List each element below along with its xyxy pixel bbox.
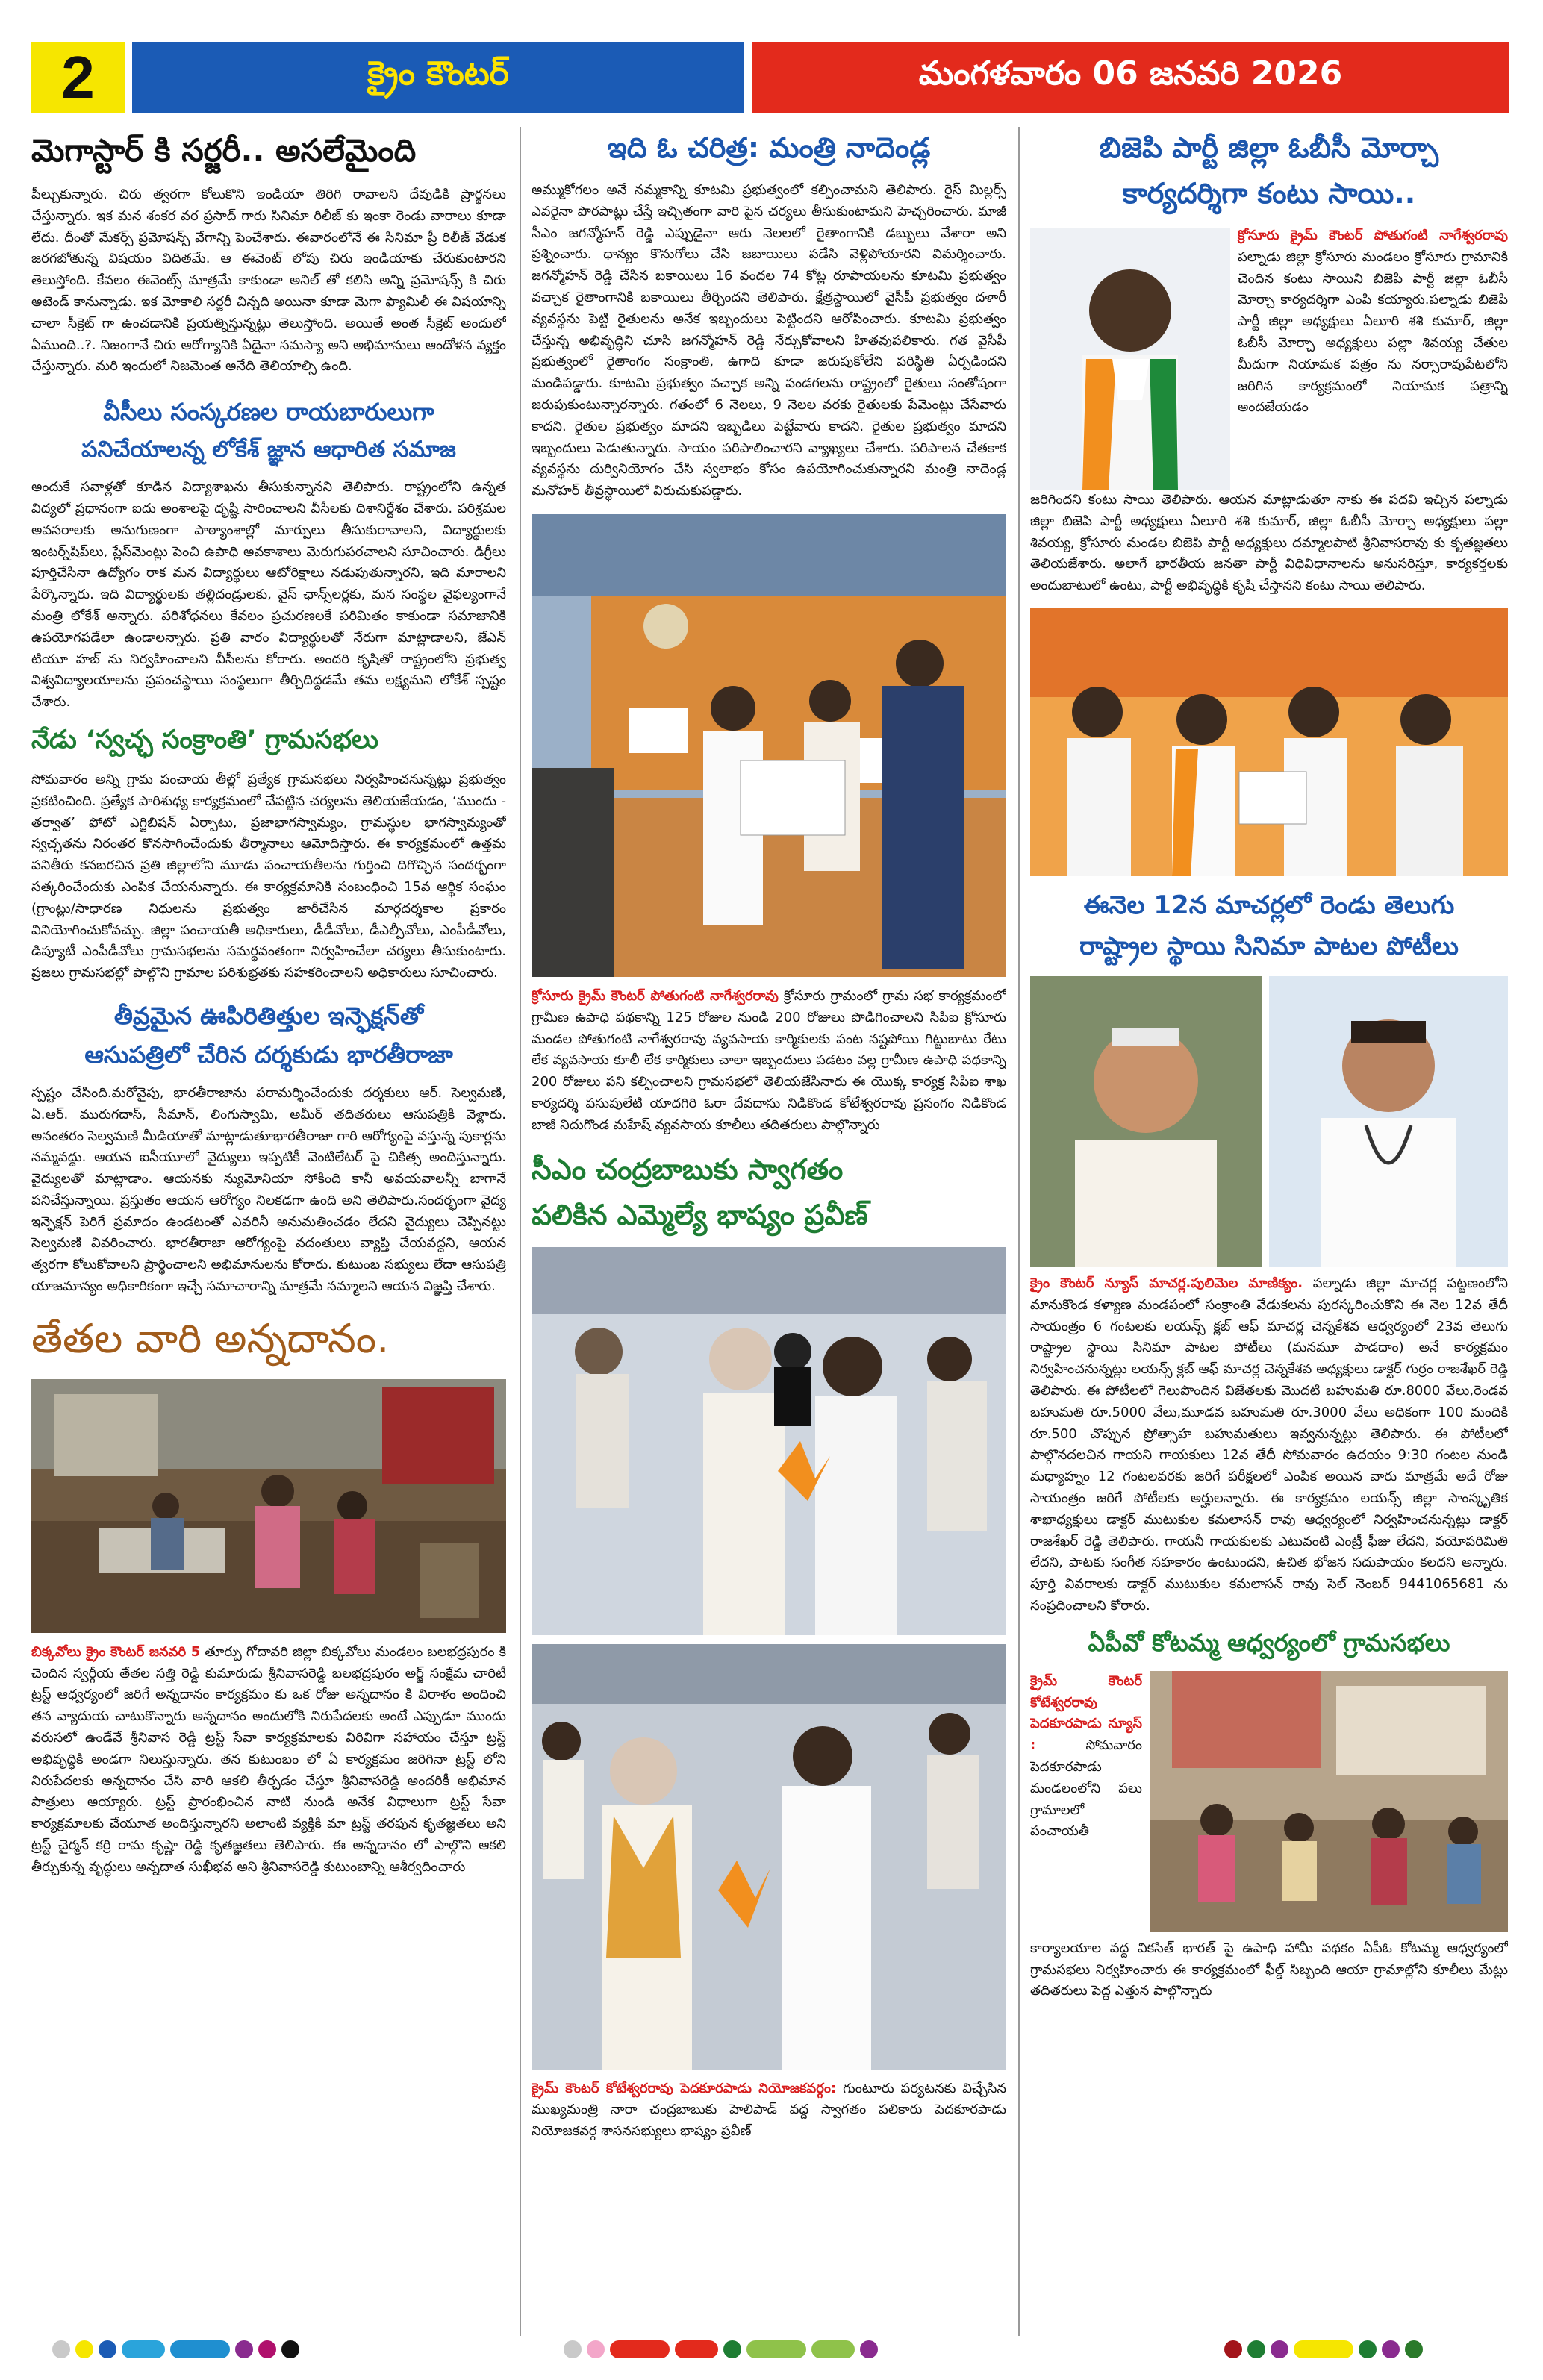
bjp-group-photo xyxy=(1030,608,1508,876)
headline: పలికిన ఎమ్మెల్యే భాష్యం ప్రవీణ్ xyxy=(532,1198,868,1231)
article-body: జరిగిందని కంటు సాయి తెలిపారు. ఆయన మాట్లాడుతూ నాకు ఈ పదవి ఇచ్చిన పల్నాడు జిల్లా బిజెపి పార్టీ అధ్యక్షులు ఏలూరి శశి కుమార్, జిల్లా ఓబీసీ మోర్చా అధ్యక్షులు పల్లా శివయ్య, క్రోసూరు మండల బిజెపి పార్టీ అధ్యక్షులు దమ్మాలపాటి శ్రీనివాసరావు కు కృతజ్ఞతలు తెలియజేశారు. అలాగే భారతీయ జనతా పార్టీ విధివిధానాలను అనుసరిస్తూ, కార్యకర్తలకు అందుబాటులో ఉంటు, పార్టీ అభివృద్ధికి కృషి చేస్తానని కంటు సాయి తెలిపారు. xyxy=(1030,492,1508,594)
article-body: పల్నాడు జిల్లా క్రోసూరు మండలం క్రోసూరు గ్రామానికి చెందిన కంటు సాయిని బిజెపి పార్టీ జిల్లా ఓబీసీ మోర్చా కార్యదర్శిగా ఎంపి కయ్యారు.పల్నాడు బిజెపి పార్టీ జిల్లా అధ్యక్షులు ఏలూరి శశి కుమార్, జిల్లా ఓబీసీ మోర్చా అధ్యక్షులు పల్లా శివయ్య చేతుల మీదుగా నియామక పత్రం ను నర్సారావుపేటలోని జరిగిన కార్యక్రమంలో నియామక పత్రాన్ని అందజేయడం xyxy=(1238,249,1508,416)
dateline: క్రోసూరు క్రైమ్ కౌంటర్ పోతుగంటి నాగేశ్వరరావు xyxy=(532,987,779,1004)
headline: వీసీలు సంస్కరణల రాయబారులుగా xyxy=(103,398,434,427)
article-body: పల్నాడు జిల్లా మాచర్ల పట్టణంలోని మానుకొండ కళ్యాణ మండపంలో సంక్రాంతి వేడుకలను పురస్కరించుకొని ఈ నెల 12వ తేదీ సాయంత్రం 6 గంటలకు లయన్స్ క్లబ్ ఆఫ్ మాచర్ల చెన్నకేశవ ఆధ్వర్యంలో 23వ తెలుగు రాష్ట్రాల స్థాయి సినిమా పాటల పోటీలు (మనమూ పాడదాం) అనే కార్యక్రమం నిర్వహించనున్నట్లు లయన్స్ క్లబ్ ఆఫ్ మాచర్ల చెన్నకేశవ అధ్యక్షులు డాక్టర్ గుర్రం రాజశేఖర్ రెడ్డి తెలిపారు. ఈ పోటీలలో గెలుపొందిన విజేతలకు మొదటి బహుమతి రూ.8000 వేలు,రెండవ బహుమతి రూ.5000 వేలు,మూడవ బహుమతి రూ.3000 వేలు అధికంగా 100 మందికి రూ.500 చొప్పున ప్రోత్సాహ బహుమతులు ఇవ్వనున్నట్లు తెలిపారు. ఈ పోటీలలో పాల్గొనదలచిన గాయని గాయకులు 12వ తేదీ సోమవారం ఉదయం 9:30 గంటల నుండి మధ్యాహ్నం 12 గంటలవరకు జరిగే పరీక్షలలో ఎంపిక అయిన వారు మాత్రమే అదే రోజు సాయంత్రం జరిగే పోటీలకు అర్హులన్నారు. ఈ కార్యక్రమం లయన్స్ జిల్లా సాంస్కృతిక శాఖాధ్యక్షులు డాక్టర్ ముటుకుల కమలాసన్ రావు ఆధ్వర్యంలో నిర్వహించనున్నట్లు డాక్టర్ రాజశేఖర్ రెడ్డి తెలిపారు. గాయనీ గాయకులకు ఎటువంటి ఎంట్రీ ఫీజు లేదని, వయోపరిమితి లేదని, పాటకు సంగీత సహకారం ఉంటుందని, ఉచిత భోజన సదుపాయం కలదని అన్నారు. పూర్తి వివరాలకు డాక్టర్ ముటుకుల కమలాసన్ రావు సెల్ నెంబర్ 9441065681 ను సంప్రదించాలని కోరారు. xyxy=(1030,1275,1508,1614)
color-swatch xyxy=(1247,2340,1265,2358)
photo-image xyxy=(1030,976,1262,1267)
article-film-songs-competition xyxy=(1030,887,1508,1617)
headline: పనిచేయాలన్న లోకేశ్ జ్ఞాన ఆధారిత సమాజ xyxy=(81,437,456,463)
color-swatch xyxy=(587,2340,605,2358)
color-swatch xyxy=(1359,2340,1377,2358)
article-body: తూర్పు గోదావరి జిల్లా బిక్కవోలు మండలం బలభద్రపురం కి చెందిన స్వర్గీయ తేతల సత్తి రెడ్డి కుమారుడు శ్రీనివాసరెడ్డి బలభద్రపురం అర్జ్ సంక్షేమ చారిటీ ట్రస్ట్ ఆధ్వర్యంలో జరిగే అన్నదానం కార్యక్రమం కు ఒక రోజు అన్నదానం కి విరాళం అందించి తన వ్యాదుయ చాటుకొన్నారు అన్నదానం అందులోకి నిరుపేదలకు అంటే ఎప్పుడూ ముందు వరుసలో ఉండేవే శ్రీనివాస రెడ్డి ట్రస్ట్ సేవా కార్యక్రమాలకు విరివిగా సహాయం చేస్తూ ట్రస్ట్ అభివృద్ధికి అండగా నిలుస్తున్నారు. తన కుటుంబం లో ఏ కార్యక్రమం జరిగినా ట్రస్ట్ లోని నిరుపేదలకు అన్నదానం చేసి వారి ఆకలి తీర్చడం చేస్తూ శ్రీనివాసరెడ్డి అందరికీ అభిమాన పాత్రులు అయ్యారు. ట్రస్ట్ ప్రారంభించిన నాటి నుండి అనేక విధాలుగా ట్రస్ట్ సేవా కార్యక్రమాలకు చేయూత అందిస్తున్నారని అలాంటి వ్యక్తికి మా ట్రస్ట్ తరఫున కృతజ్ఞతలు అని ట్రస్ట్ చైర్మన్ కర్రి రామ కృష్ణా రెడ్డి కృతజ్ఞతలు తెలిపారు. ఈ అన్నదానం లో పాల్గొని ఆకలి తీర్చుకున్న వృద్ధులు అన్నదాత సుఖీభవ అని శ్రీనివాసరెడ్డి కుటుంబాన్ని ఆశీర్వదించారు xyxy=(31,1643,506,1875)
article-body: పీల్చుకున్నారు. చిరు త్వరగా కోలుకొని ఇండియా తిరిగి రావాలని దేవుడికి ప్రార్థనలు చేస్తున్నారు. ఇక మన శంకర వర ప్రసాద్ గారు సినిమా రిలీజ్ కు ఇంకా రెండు వారాలు కూడా లేదు. దీంతో మేకర్స్ ప్రమోషన్స్ వేగాన్ని పెంచేశారు. ఈవారంలోనే ఈ సినిమా ప్రీ రిలీజ్ వేడుక జరగబోతున్న విషయం విదితమే. ఆ ఈవెంట్ లోపు చిరు ఇండియాకు చేరుకుంటారని తెలుస్తోంది. కేవలం ఈవెంట్స్ మాత్రమే కాకుండా అనిల్ తో కలిసి అన్ని ప్రమోషన్స్ కి చిరు అటెండ్ కానున్నాడు. ఇక మోకాలి సర్జరీ చిన్నది అయినా కూడా మెగా ఫ్యామిలీ ఈ విషయాన్ని చాలా సీక్రెట్ గా ఉంచడానికి ప్రయత్నిస్తున్నట్లు తెలుస్తోంది. అయితే అంత సీక్రెట్ అందులో ఏముంది..?. నిజంగానే చిరు ఆరోగ్యానికి ఏదైనా సమస్యా అని అభిమానులు ఆందోళన వ్యక్తం చేస్తున్నారు. మరి ఇందులో నిజమెంత అనేది తెలియాల్సి ఉంది. xyxy=(31,187,506,375)
color-swatch xyxy=(281,2340,299,2358)
article-grama-sabha-crosuru xyxy=(532,514,1006,1137)
headline: కార్యదర్శిగా కంటు సాయి.. xyxy=(1122,177,1416,210)
color-swatch xyxy=(564,2340,582,2358)
color-swatch xyxy=(1405,2340,1423,2358)
paper-name: క్రైం కౌంటర్ xyxy=(132,42,744,113)
color-swatch xyxy=(258,2340,276,2358)
photo-image xyxy=(532,1247,1006,1635)
page-number: 2 xyxy=(31,42,125,113)
color-swatch xyxy=(75,2340,93,2358)
column-3 xyxy=(1030,127,1508,2351)
issue-date: మంగళవారం 06 జనవరి 2026 xyxy=(752,42,1509,113)
color-swatch xyxy=(235,2340,253,2358)
photo-image xyxy=(1150,1671,1508,1932)
dateline: క్రైమ్ కౌంటర్ కోటేశ్వరరావు పెదకూరపాడు న్యూస్ : xyxy=(1030,1672,1142,1754)
article-body: కార్యాలయాల వద్ద వికసిత్ భారత్ పై ఉపాధి హామీ పథకం ఏపీఓ కోటమ్మ ఆధ్వర్యంలో గ్రామసభలు నిర్వహించారు ఈ కార్యక్రమంలో ఫీల్డ్ సిబ్బంది ఆయా గ్రామాల్లోని కూలీలు మేట్లు తదితరులు పెద్ద ఎత్తున పాల్గొన్నారు xyxy=(1030,1940,1508,1999)
color-swatch xyxy=(675,2340,718,2358)
article-swachh-sankranti xyxy=(31,721,506,984)
headline: బిజెపి పార్టీ జిల్లా ఓబీసీ మోర్చా xyxy=(1099,131,1439,164)
cm-photo-1 xyxy=(532,1247,1006,1635)
organiser-photo-2 xyxy=(1269,976,1508,1267)
annadanam-photo xyxy=(31,1379,506,1633)
article-body: స్పష్టం చేసింది.మరోవైపు, భారతీరాజాను పరామర్శించేందుకు దర్శకులు ఆర్. సెల్వమణి, ఏ.ఆర్. మురుగదాస్, సీమాన్, లింగుస్వామి, అమీర్ తదితరులు ఆసుపత్రికి వెళ్లారు. అనంతరం సెల్వమణి మీడియాతో మాట్లాడుతూభారతీరాజా గారి ఆరోగ్యంపై వస్తున్న పుకార్లను నమ్మవద్దు. ఆయన ఐసీయూలో వైద్యులు ఇప్పటికీ వెంటిలేటర్ పై చికిత్స అందిస్తున్నారు. వైద్యులతో మాట్లాడాం. ఆయనకు న్యుమోనియా సోకింది కానీ అవయవాలన్నీ బాగానే పనిచేస్తున్నాయి. ప్రస్తుతం ఆయన ఆరోగ్యం నిలకడగా ఉంది అని తెలిపారు.సందర్భంగా వైద్య ఇన్ఫెక్షన్ పెరిగే ప్రమాదం ఉండటంతో ఎవరినీ అనుమతించడం లేదని వైద్యులు చెప్పినట్టు సెల్వమణి వివరించారు. భారతీరాజా ఆరోగ్యంపై వదంతులు వ్యాప్తి చేయవద్దని, ఆయన త్వరగా కోలుకోవాలని ప్రార్థించాలని అభిమానులను కోరారు. కుటుంబ సభ్యులు లేదా ఆసుపత్రి యాజమాన్యం అధికారికంగా ఇచ్చే సమాచారాన్ని మాత్రమే నమ్మాలని ఆయన విజ్ఞప్తి చేశారు. xyxy=(31,1084,506,1295)
headline: సీఎం చంద్రబాబుకు స్వాగతం xyxy=(532,1152,844,1186)
column-divider xyxy=(520,127,521,2336)
article-body: క్రోసూరు గ్రామంలో గ్రామ సభ కార్యక్రమంలో గ్రామీణ ఉపాధి పథకాన్ని 125 రోజుల నుండి 200 రోజులు పొడిగించాలని సిపిఐ క్రోసూరు మండల పోతుగంటి నాగేశ్వరరావు వ్యవసాయ కార్మికులకు పంట నష్టపోయి గిట్టుబాటు రేటు లేక వ్యవసాయ కూలీ లేక కార్మికులు చాలా ఇబ్బందులు పడటం వల్ల గ్రామీణ ఉపాధి పథకాన్ని 200 రోజులు పని కల్పించాలని గ్రామసభలో తెలియజేసినారు ఈ యొక్క కార్యక్ర సిపిఐ శాఖ కార్యదర్శి పసుపులేటి యాదగిరి ఓరా దేవదాసు నిడికొండ కోటేశ్వరరావు ప్రసంగం నిడికొండ బాజీ నిదుగొండ మహేష్ వ్యవసాయ కూలీలు తదితరులు పాల్గొన్నారు xyxy=(532,987,1006,1133)
color-swatch xyxy=(99,2340,116,2358)
color-swatch xyxy=(723,2340,741,2358)
article-nadendla xyxy=(532,127,1006,502)
cm-photo-2 xyxy=(532,1644,1006,2070)
photo-image xyxy=(532,514,1006,977)
dateline: క్రైం కౌంటర్ న్యూస్ మాచర్ల.పులిమెల మాణిక్యం. xyxy=(1030,1275,1303,1291)
article-megastar-surgery xyxy=(31,127,506,378)
article-cm-welcome xyxy=(532,1149,1006,2143)
article-body: సోమవారం పెదకూరపాడు మండలంలోని పలు గ్రామాలలో పంచాయతీ xyxy=(1030,1737,1142,1840)
photo-image xyxy=(1030,608,1508,876)
article-body: సోమవారం అన్ని గ్రామ పంచాయ తీల్లో ప్రత్యేక గ్రామసభలు నిర్వహించనున్నట్లు ప్రభుత్వం ప్రకటించింది. ప్రత్యేక పారిశుధ్య కార్యక్రమంలో చేపట్టిన చర్యలను తెలియజేయడం, ‘ముందు - తర్వాత’ ఫోటో ఎగ్జిబిషన్ ఏర్పాటు, ప్రజాభాగస్వామ్యం, గ్రామస్థుల భాగస్వామ్యంతో స్వచ్ఛతను నిరంతర కొనసాగించేందుకు తీర్మానాలు ఆమోదిస్తారు. ఈ కార్యక్రమంలో ఉత్తమ పనితీరు కనబరచిన ప్రతి జిల్లాలోని మూడు పంచాయతీలను గుర్తించి దిగొచ్చిన సందర్భంగా సత్కరించేందుకు ఎంపిక చేయనున్నారు. ఈ కార్యక్రమానికి సంబంధించి 15వ ఆర్థిక సంఘం (గ్రాంట్లు/సాధారణ నిధులను ప్రభుత్వం జారీచేసిన మార్గదర్శకాల ప్రకారం వినియోగించుకోవచ్చు. జిల్లా పంచాయతీ అధికారులు, డీడీవోలు, డీఎల్పీవోలు, ఎంపీడీవోలు, డిప్యూటీ ఎంపీడీవోలు గ్రామసభలను సమర్థవంతంగా నిర్వహించేలా చర్యలు తీసుకుంటారు. ప్రజలు గ్రామసభల్లో పాల్గొని గ్రామాల పరిశుభ్రతకు సహకరించాలని అధికారులు సూచించారు. xyxy=(31,771,506,981)
photo-image xyxy=(532,1644,1006,2070)
grama-sabha-photo xyxy=(532,514,1006,977)
color-swatch xyxy=(170,2340,230,2358)
article-body: అమ్ముకోగలం అనే నమ్మకాన్ని కూటమి ప్రభుత్వంలో కల్పించామని తెలిపారు. రైస్ మిల్లర్స్ ఎవరైనా పొరపాట్లు చేస్తే ఇచ్చితంగా వారి పైన చర్యలు తీసుకుంటామని హెచ్చరించారు. మాజీ సీఎం జగన్మోహన్ రెడ్డి ఎప్పుడైనా ఆరు నెలలలో రైతాంగానికి డబ్బులు వేశారా అని ప్రశ్నించారు. ధాన్యం కొనుగోలు చేసి జబాయిలు పడేసి వెళ్లిపోయారని విమర్శించారు. జగన్మోహన్ రెడ్డి చేసిన బకాయిలు 16 వందల 74 కోట్ల రూపాయలను కూటమి ప్రభుత్వం వచ్చాక రైతాంగానికి బకాయిలు తీర్చిందని తెలిపారు. క్షేత్రస్థాయిలో వైసీపీ ప్రభుత్వం దళారీ వ్యవస్థను పెట్టి రైతులను అనేక ఇబ్బందులు పెట్టిందని ఆరోపించారు. కూటమి ప్రభుత్వం చేస్తున్న అభివృద్ధిని చూసి జగన్మోహన్ రెడ్డి నేర్చుకోవాలని హితవుపలికారు. గత వైసీపీ ప్రభుత్వంలో రైతాంగం సంక్రాంతి, ఉగాది కూడా జరుపుకోలేని పరిస్థితి ఏర్పడిందని మండిపడ్డారు. కూటమి ప్రభుత్వం వచ్చాక అన్ని పండగలను రాష్ట్రంలో రైతులు సంతోషంగా జరుపుకుంటున్నారన్నారు. గతంలో 6 నెలలు, 9 నెలల వరకు రైతులకు పేమెంట్లు చేసేవారు కాదని. రైతుల ప్రభుత్వం మాదని ఇబ్బడిలు పెట్టేవారు కాదని. రైతుల ప్రభుత్వం మాదని ఇబ్బందులు పెడుతున్నారు. సాయం పరిపాలించారని వ్యాఖ్యలు చేశారు. పరిపాలన చేతకాక వ్యవస్థను దుర్వినియోగం చేసి స్వలాభం కోసం ఉపయోగించుకున్నారని మంత్రి నాదెండ్ల మనోహర్ తీవ్రస్థాయిలో విరుచుకుపడ్డారు. xyxy=(532,182,1006,499)
kantu-sai-photo xyxy=(1030,228,1230,490)
color-swatch xyxy=(122,2340,165,2358)
color-swatch xyxy=(746,2340,806,2358)
column-2 xyxy=(532,127,1006,2351)
article-body: అందుకే సవాళ్లతో కూడిన విద్యాశాఖను తీసుకున్నానని తెలిపారు. రాష్ట్రంలోని ఉన్నత విద్యలో ప్రధానంగా ఐదు అంశాలపై దృష్టి సారించాలని వీసీలకు దిశానిర్దేశం చేశారు. పరిశ్రమల అవసరాలకు అనుగుణంగా పాఠ్యాంశాల్లో మార్పులు తీసుకురావాలని, విద్యార్థులకు ఇంటర్న్‌షిప్‌లు, ప్లేస్‌మెంట్లు పెంచి ఉపాధి అవకాశాలు మెరుగుపరచాలని సూచించారు. డిగ్రీలు పూర్తిచేసినా ఉద్యోగం రాక మన విద్యార్థులు ఆటోరిక్షాలు నడుపుతున్నారని, ఇది మారాలని పేర్కొన్నారు. ఇది విద్యార్థులకు తల్లిదండ్రులకు, వైస్ ఛాన్స్‌లర్లకు, మన సంస్థల వైఫల్యంగానే మంత్రి లోకేశ్ అన్నారు. పరిశోధనలు కేవలం ప్రచురణలకే పరిమితం కాకుండా సమాజానికి ఉపయోగపడేలా ఉండాలన్నారు. ప్రతి వారం విద్యార్థులతో నేరుగా మాట్లాడాలని, జేఎన్ టియూ హబ్ ను నిర్వహించాలని వీసీలను కోరారు. అందరి కృషితో రాష్ట్రంలోని ప్రభుత్వ విశ్వవిద్యాలయాలను ప్రపంచస్థాయి సంస్థలుగా తీర్చిదిద్దడమే తమ లక్ష్యమని లోకేశ్ స్పష్టం చేశారు. xyxy=(31,479,506,710)
article-bharathiraja xyxy=(31,998,506,1298)
color-swatch xyxy=(52,2340,70,2358)
masthead xyxy=(31,42,1509,113)
headline: నేడు ‘స్వచ్ఛ సంక్రాంతి’ గ్రామసభలు xyxy=(31,724,378,755)
headline: ఈనెల 12న మాచర్లలో రెండు తెలుగు xyxy=(1083,890,1455,920)
article-body: గుంటూరు పర్యటనకు విచ్చేసిన ముఖ్యమంత్రి నారా చంద్రబాబుకు హెలిపాడ్ వద్ద స్వాగతం పలికారు పెదకూరపాడు నియోజకవర్గ శాసనసభ్యులు భాష్యం ప్రవీణ్ xyxy=(532,2080,1006,2140)
color-swatch xyxy=(610,2340,670,2358)
headline: ఆసుపత్రిలో చేరిన దర్శకుడు భారతీరాజా xyxy=(84,1040,453,1069)
headline: తీవ్రమైన ఊపిరితిత్తుల ఇన్ఫెక్షన్‌తో xyxy=(113,1001,424,1030)
dateline: క్రోసూరు క్రైమ్ కౌంటర్ పోతుగంటి నాగేశ్వరరావు xyxy=(1238,228,1508,243)
gram-sabha-photo xyxy=(1150,1671,1508,1932)
headline: తేతల వారి అన్నదానం. xyxy=(31,1314,390,1362)
footer-color-strip-left xyxy=(52,2339,299,2360)
photo-image xyxy=(31,1379,506,1633)
headline: ఇది ఓ చరిత్ర: మంత్రి నాదెండ్ల xyxy=(607,131,931,164)
article-apo-kotamma xyxy=(1030,1625,1508,2002)
article-vc-reforms xyxy=(31,394,506,713)
color-swatch xyxy=(1294,2340,1353,2358)
article-bjp-obc xyxy=(1030,127,1508,876)
headline: మెగాస్టార్ కి సర్జరీ.. అసలేమైంది xyxy=(31,132,417,169)
photo-image xyxy=(1269,976,1508,1267)
dateline: క్రైమ్ కౌంటర్ కోటేశ్వరరావు పెదకూరపాడు నియోజకవర్గం: xyxy=(532,2080,837,2096)
dateline: బిక్కవోలు క్రైం కౌంటర్ జనవరి 5 xyxy=(31,1643,201,1660)
organiser-photo-1 xyxy=(1030,976,1262,1267)
color-swatch xyxy=(1382,2340,1400,2358)
column-divider xyxy=(1018,127,1020,2336)
footer-color-strip-right xyxy=(1224,2339,1423,2360)
headline: రాష్ట్రాల స్థాయి సినిమా పాటల పోటీలు xyxy=(1079,931,1459,961)
footer-color-strip-middle xyxy=(564,2339,878,2360)
color-swatch xyxy=(811,2340,855,2358)
color-swatch xyxy=(1224,2340,1242,2358)
color-swatch xyxy=(860,2340,878,2358)
article-annadanam xyxy=(31,1308,506,1878)
color-swatch xyxy=(1271,2340,1288,2358)
photo-image xyxy=(1030,228,1230,490)
column-1 xyxy=(31,127,506,2351)
headline: ఏపీవో కోటమ్మ ఆధ్వర్యంలో గ్రామసభలు xyxy=(1088,1628,1450,1657)
